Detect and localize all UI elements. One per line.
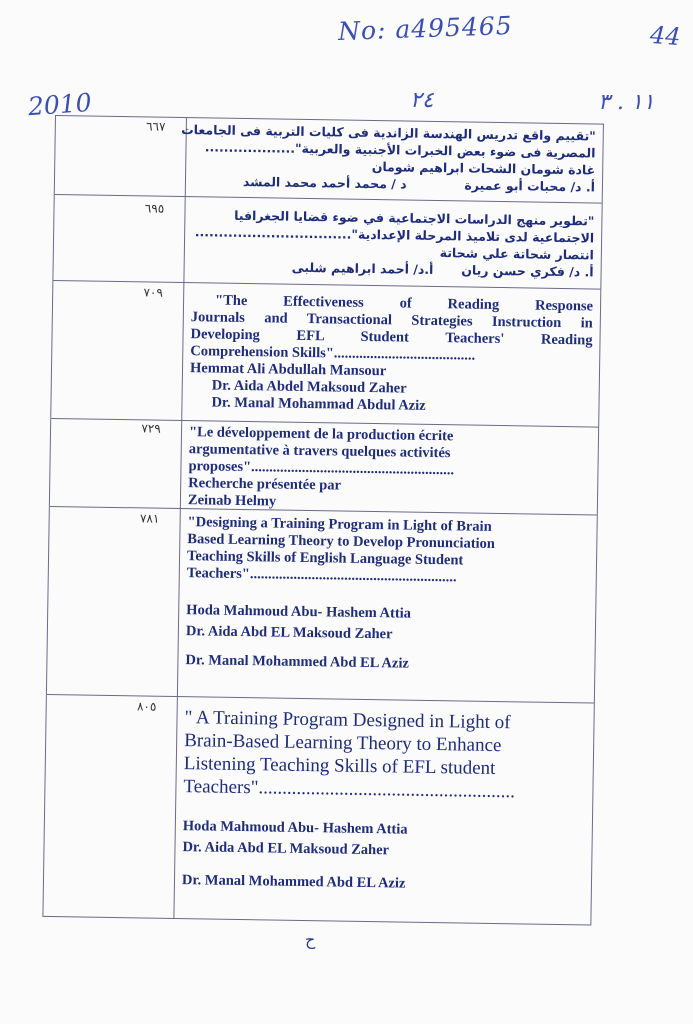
entry-author: انتصار شحاتة علي شحاتة (439, 245, 594, 263)
entry-title-line: "The Effectiveness of Reading Response (214, 292, 594, 315)
supervisor-name: Dr. Manal Mohammed Abd EL Aziz (185, 652, 409, 672)
table-row (51, 280, 600, 427)
page-number: ٧٨١ (139, 511, 160, 526)
page-number: ٦٩٥ (144, 201, 165, 216)
table-row (55, 116, 603, 203)
entry-title-line: Developing EFL Student Teachers' Reading (190, 326, 593, 349)
table-row (47, 506, 597, 703)
contents-table (42, 115, 604, 926)
entry-title-line: المصرية فى ضوء بعض الخبرات الأجنبية والعربية"................... (204, 139, 596, 161)
table-row (43, 694, 593, 925)
supervisor-name: Dr. Manal Mohammad Abdul Aziz (211, 394, 426, 414)
page-number: ٧٢٩ (141, 421, 161, 436)
supervisor-name: د / محمد أحمد محمد المشد (242, 173, 407, 192)
entry-title-line: proposes"........................................................ (188, 458, 455, 479)
entry-title-line: " A Training Program Designed in Light of (184, 707, 511, 734)
handwritten-year: 2010 (27, 87, 93, 122)
page-number: ٦٦٧ (146, 119, 166, 134)
entry-title-line: Teachers"......................................................... (186, 565, 457, 586)
supervisor-name: Dr. Aida Abd EL Maksoud Zaher (182, 839, 390, 859)
supervisor-name: أ. د/ محبات أبو عميرة (464, 177, 596, 195)
entry-author: Hoda Mahmoud Abu- Hashem Attia (182, 818, 408, 838)
entry-author: Hemmat Ali Abdullah Mansour (189, 360, 387, 380)
entry-title-line: "تطوير منهج الدراسات الاجتماعية في ضوء قضايا الجغرافيا (234, 207, 595, 229)
page-footer-mark: ح (305, 930, 316, 949)
entry-title-line: Listening Teaching Skills of EFL student (183, 753, 496, 779)
table-row (53, 194, 601, 289)
supervisor-name: Dr. Manal Mohammed Abd EL Aziz (181, 872, 406, 892)
table-row (50, 418, 598, 515)
handwritten-accession-number: No: a495465 (337, 10, 514, 47)
handwritten-date: ١١ . ٣ (598, 90, 655, 115)
supervisor-name: أ. د/ فكري حسن ريان (461, 262, 594, 280)
supervisor-name: أ.د/ أحمد ابراهيم شلبى (291, 259, 434, 277)
entry-author: Recherche présentée par (188, 475, 342, 494)
entry-title-line: Comprehension Skills"....................................... (190, 343, 476, 364)
entry-title-line: Based Learning Theory to Develop Pronunciation (187, 531, 496, 552)
page-number: ٧٠٩ (143, 285, 164, 300)
entry-title-line: "Designing a Training Program in Light of Brain (187, 514, 492, 535)
handwritten-issue-number: ٢٤ (410, 88, 434, 113)
entry-title-line: "تقييم واقع تدريس الهندسة الزاندية فى كليات التربية فى الجامعات (181, 121, 596, 144)
entry-content (188, 424, 591, 515)
entry-title-line: الاجتماعية لدى تلاميذ المرحلة الإعدادية"................................. (194, 224, 595, 246)
entry-content (185, 514, 589, 675)
entry-title-line: "Le développement de la production écrite (188, 424, 454, 445)
entry-author: Hoda Mahmoud Abu- Hashem Attia (186, 602, 412, 622)
entry-author: Zeinab Helmy (187, 492, 277, 510)
entry-title-line: argumentative à travers quelques activités (188, 441, 451, 462)
entry-content (189, 292, 593, 417)
entry-title-line: Journals and Transactional Strategies Instruction in (190, 309, 593, 332)
entry-content (181, 121, 596, 195)
supervisor-name: Dr. Aida Abdel Maksoud Zaher (211, 377, 407, 397)
handwritten-corner-number: 44 (649, 20, 682, 52)
entry-title-line: Brain-Based Learning Theory to Enhance (184, 730, 502, 757)
entry-content (192, 206, 595, 280)
entry-title-line: Teaching Skills of English Language Student (186, 548, 464, 569)
entry-title-line: Teachers"...................................................... (183, 776, 516, 803)
entry-content (182, 706, 587, 895)
page-number: ٨٠٥ (136, 699, 157, 714)
entry-author: غادة شومان الشحات ابراهيم شومان (371, 158, 596, 178)
supervisor-name: Dr. Aida Abd EL Maksoud Zaher (185, 623, 393, 643)
